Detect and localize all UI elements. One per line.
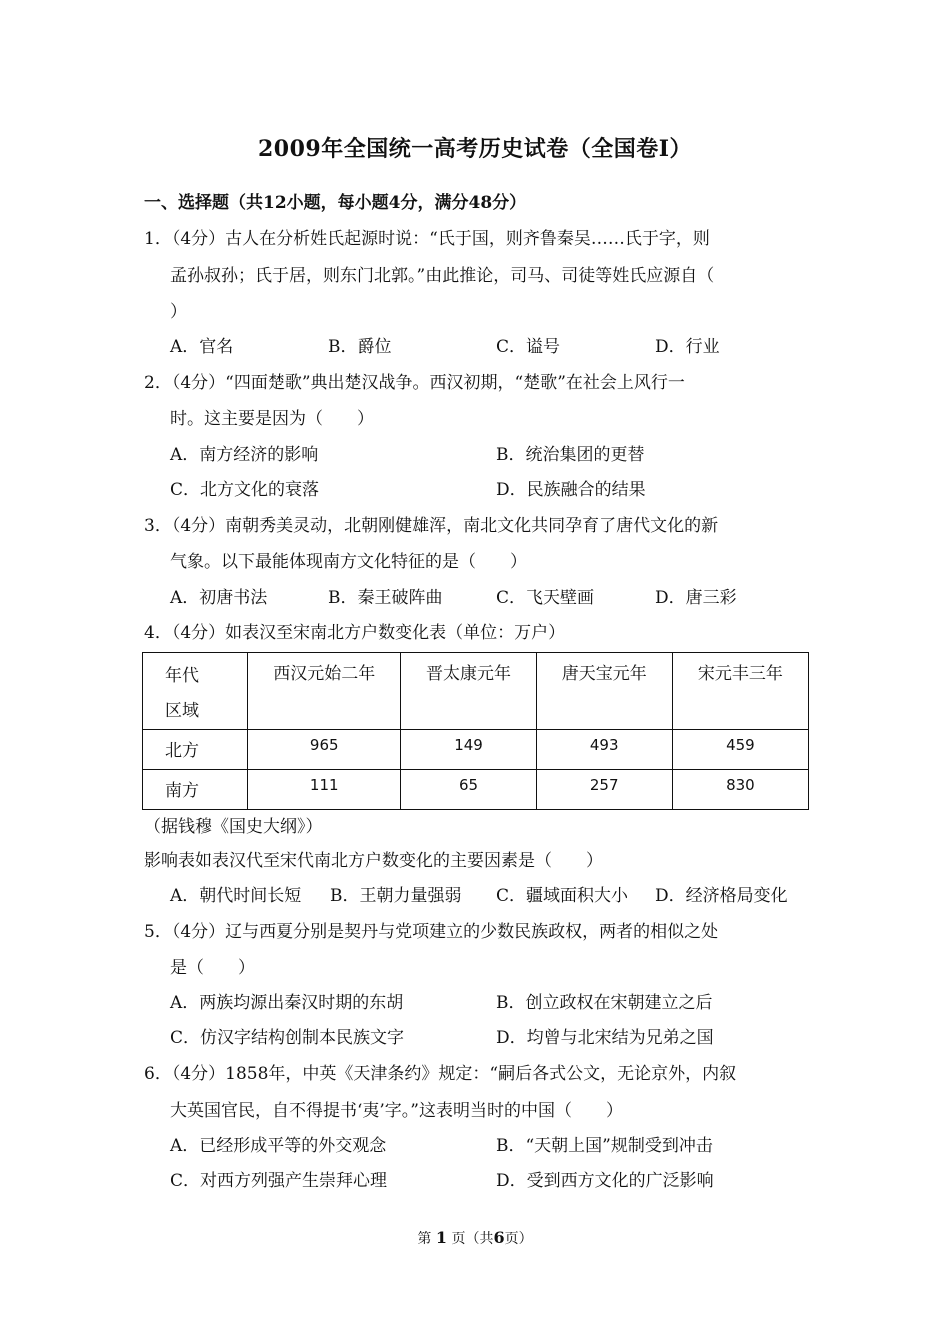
question-1-option-b: B．爵位 — [328, 337, 392, 357]
table-corner-cell — [143, 653, 248, 730]
question-6-option-c: C．对西方列强产生崇拜心理 — [170, 1171, 388, 1191]
table-row — [143, 770, 809, 810]
footer-middle: 页（共 — [451, 1231, 494, 1247]
question-4-option-a: A．朝代时间长短 — [170, 886, 302, 906]
table-row-label: 北方 — [143, 730, 248, 770]
question-6-line-1: 6．（4分）1858年，中英《天津条约》规定：“嗣后各式公文，无论京外，内叙 — [144, 1064, 737, 1084]
question-1-line-2: 孟孙叔孙；氏于居，则东门北郭。”由此推论，司马、司徒等姓氏应源自（ — [170, 266, 715, 286]
table-source-note: （据钱穆《国史大纲》） — [144, 817, 323, 837]
question-3-option-c: C．飞天壁画 — [496, 588, 595, 608]
corner-label-region: 区域 — [165, 701, 199, 721]
household-table — [142, 652, 809, 810]
question-4-line-1: 4．（4分）如表汉至宋南北方户数变化表（单位：万户） — [144, 623, 566, 643]
question-1-option-c: C．谥号 — [496, 337, 561, 357]
table-cell: 830 — [672, 770, 808, 810]
question-5-option-a: A．两族均源出秦汉时期的东胡 — [170, 993, 404, 1013]
table-cell: 459 — [672, 730, 808, 770]
question-1-line-3: ） — [170, 302, 187, 322]
table-header-row — [143, 653, 809, 730]
table-cell: 111 — [248, 770, 401, 810]
table-cell: 965 — [248, 730, 401, 770]
question-1-option-a: A．官名 — [170, 337, 234, 357]
table-cell: 493 — [536, 730, 672, 770]
question-2-line-1: 2．（4分）“四面楚歌”典出楚汉战争。西汉初期，“楚歌”在社会上风行一 — [144, 373, 685, 393]
question-2-option-d: D．民族融合的结果 — [496, 480, 646, 500]
page-title: 2009年全国统一高考历史试卷（全国卷Ⅰ） — [257, 136, 693, 162]
question-5-option-d: D．均曾与北宋结为兄弟之国 — [496, 1028, 714, 1048]
question-5-option-b: B．创立政权在宋朝建立之后 — [496, 993, 713, 1013]
question-4-option-d: D．经济格局变化 — [655, 886, 788, 906]
footer-prefix: 第 — [417, 1231, 432, 1247]
question-4-stem: 影响表如表汉代至宋代南北方户数变化的主要因素是（ ） — [144, 851, 603, 871]
question-2-option-b: B．统治集团的更替 — [496, 445, 645, 465]
table-cell: 65 — [401, 770, 536, 810]
section-heading: 一、选择题（共12小题，每小题4分，满分48分） — [144, 193, 527, 213]
question-3-option-a: A．初唐书法 — [170, 588, 268, 608]
table-row-label: 南方 — [143, 770, 248, 810]
question-2-line-2: 时。这主要是因为（ ） — [170, 409, 374, 429]
table-header-cell: 晋太康元年 — [401, 653, 536, 730]
question-3-option-b: B．秦王破阵曲 — [328, 588, 443, 608]
question-4-option-c: C．疆域面积大小 — [496, 886, 629, 906]
question-4-option-b: B．王朝力量强弱 — [330, 886, 462, 906]
table-cell: 257 — [536, 770, 672, 810]
question-6-option-a: A．已经形成平等的外交观念 — [170, 1136, 387, 1156]
table-header-cell: 宋元丰三年 — [672, 653, 808, 730]
question-6-option-b: B．“天朝上国”规制受到冲击 — [496, 1136, 713, 1156]
table-header-cell: 唐天宝元年 — [536, 653, 672, 730]
question-5-line-1: 5．（4分）辽与西夏分别是契丹与党项建立的少数民族政权，两者的相似之处 — [144, 922, 719, 942]
table-cell: 149 — [401, 730, 536, 770]
question-6-option-d: D．受到西方文化的广泛影响 — [496, 1171, 714, 1191]
footer-page-number: 1 — [435, 1228, 447, 1247]
question-6-line-2: 大英国官民，自不得提书‘夷’字。”这表明当时的中国（ ） — [170, 1101, 623, 1121]
question-2-option-c: C．北方文化的衰落 — [170, 480, 320, 500]
table-row — [143, 730, 809, 770]
question-5-option-c: C．仿汉字结构创制本民族文字 — [170, 1028, 405, 1048]
question-5-line-2: 是（ ） — [170, 958, 255, 978]
question-1-line-1: 1．（4分）古人在分析姓氏起源时说：“氏于国，则齐鲁秦吴……氏于字，则 — [144, 229, 710, 249]
question-1-option-d: D．行业 — [655, 337, 720, 357]
page-footer — [0, 1228, 950, 1248]
table-header-cell: 西汉元始二年 — [248, 653, 401, 730]
question-3-line-2: 气象。以下最能体现南方文化特征的是（ ） — [170, 552, 527, 572]
question-2-option-a: A．南方经济的影响 — [170, 445, 319, 465]
question-3-line-1: 3．（4分）南朝秀美灵动，北朝刚健雄浑，南北文化共同孕育了唐代文化的新 — [144, 516, 719, 536]
question-3-option-d: D．唐三彩 — [655, 588, 737, 608]
footer-suffix: 页） — [504, 1231, 533, 1247]
corner-label-era: 年代 — [165, 666, 199, 686]
footer-total-pages: 6 — [493, 1228, 505, 1247]
